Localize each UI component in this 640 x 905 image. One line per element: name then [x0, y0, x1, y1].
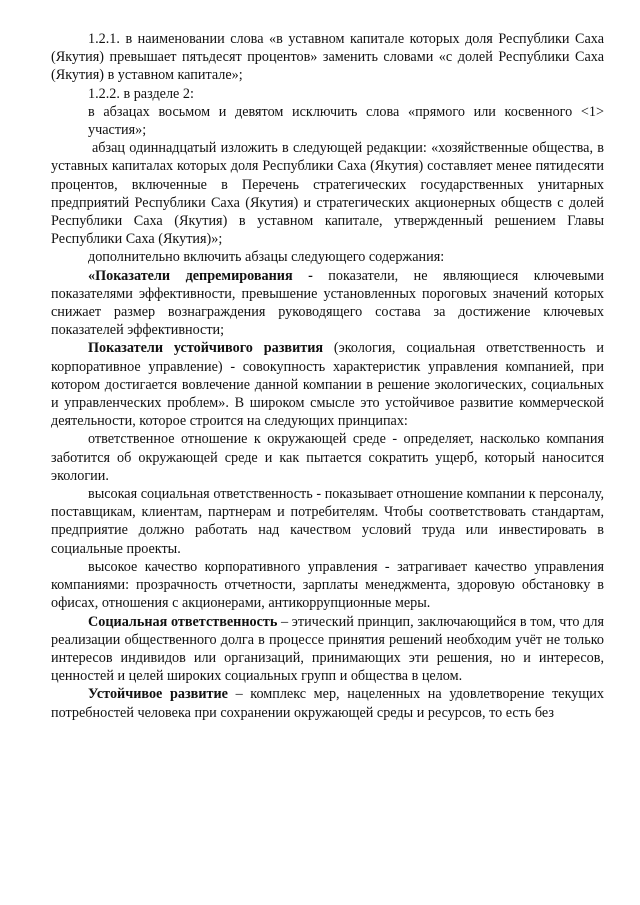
definition-social-responsibility: – этический принцип, заключающийся в том, что для реализации общественного долга в процессе принятия решений необходим учёт не только интересов индивидов или организаций, принимающих эти решения, но и интересов, ценностей и целей широких социальных групп и общества в целом. — [51, 613, 604, 685]
paragraph-exclude-words: в абзацах восьмом и девятом исключить слова «прямого или косвенного <1> участия»; — [88, 103, 604, 139]
paragraph-environment: ответственное отношение к окружающей среде - определяет, насколько компания заботится об окружающей среде и как пытается сократить ущерб, который наносится экологии. — [51, 431, 604, 484]
paragraph-governance: высокое качество корпоративного управления - затрагивает качество управления компаниями: прозрачность отчетности, зарплаты менеджмента, здоровую обстановку в офисах, отношения с акционерами, антикоррупционные меры. — [51, 558, 604, 612]
term-social-responsibility: Социальная ответственность — [88, 613, 278, 630]
paragraph-sustainable-development — [51, 685, 604, 721]
paragraph-additional: дополнительно включить абзацы следующего содержания: — [88, 249, 445, 266]
term-sustainable-development: Устойчивое развитие — [88, 686, 228, 703]
paragraph-1-2-2: 1.2.2. в разделе 2: — [88, 85, 194, 102]
term-sustainable-indicators: Показатели устойчивого развития — [88, 340, 324, 357]
paragraph-social-responsibility — [51, 613, 604, 686]
definition-sustainable-development: – комплекс мер, нацеленных на удовлетворение текущих потребностей человека при сохранении окружающей среды и ресурсов, то есть без — [51, 686, 604, 721]
paragraph-social: высокая социальная ответственность - показывает отношение компании к персоналу, поставщикам, клиентам, партнерам и потребителям. Чтобы соответствовать стандартам, предприятие должно работать над качеством условий труда или инвестировать в социальные проекты. — [51, 486, 604, 557]
paragraph-sustainable-indicators — [51, 339, 604, 430]
definition-sustainable-indicators: (экология, социальная ответственность и корпоративное управление) - совокупность характеристик управления компанией, при котором достигается вовлечение данной компании в решение экологических, социальных и управленческих проблем». В широком смысле это устойчивое развитие коммерческой деятельности, которое строится на следующих принципах: — [51, 340, 604, 430]
paragraph-1-2-1: 1.2.1. в наименовании слова «в уставном капитале которых доля Республики Саха (Якутия) превышает пятьдесят процентов» заменить словами «с долей Республики Саха (Якутия) в уставном капитале»; — [51, 31, 604, 84]
term-depremirovaniya: «Показатели депремирования - — [88, 267, 313, 284]
paragraph-depremirovaniya — [51, 267, 604, 340]
paragraph-eleventh: абзац одиннадцатый изложить в следующей редакции: «хозяйственные общества, в уставных капиталах которых доля Республики Саха (Якутия) составляет менее пятидесяти процентов, включенные в Перечень стратегических государственных унитарных предприятий Республики Саха (Якутия) и стратегических акционерных обществ с долей Республики Саха (Якутия) в уставном капитале, утвержденный решением Главы Республики Саха (Якутия)»; — [51, 140, 604, 248]
definition-depremirovaniya: показатели, не являющиеся ключевыми показателями эффективности, превышение установленных пороговых значений которых снижает размер вознаграждения руководящего состава за достижение ключевых показателей эффективности; — [51, 267, 604, 339]
